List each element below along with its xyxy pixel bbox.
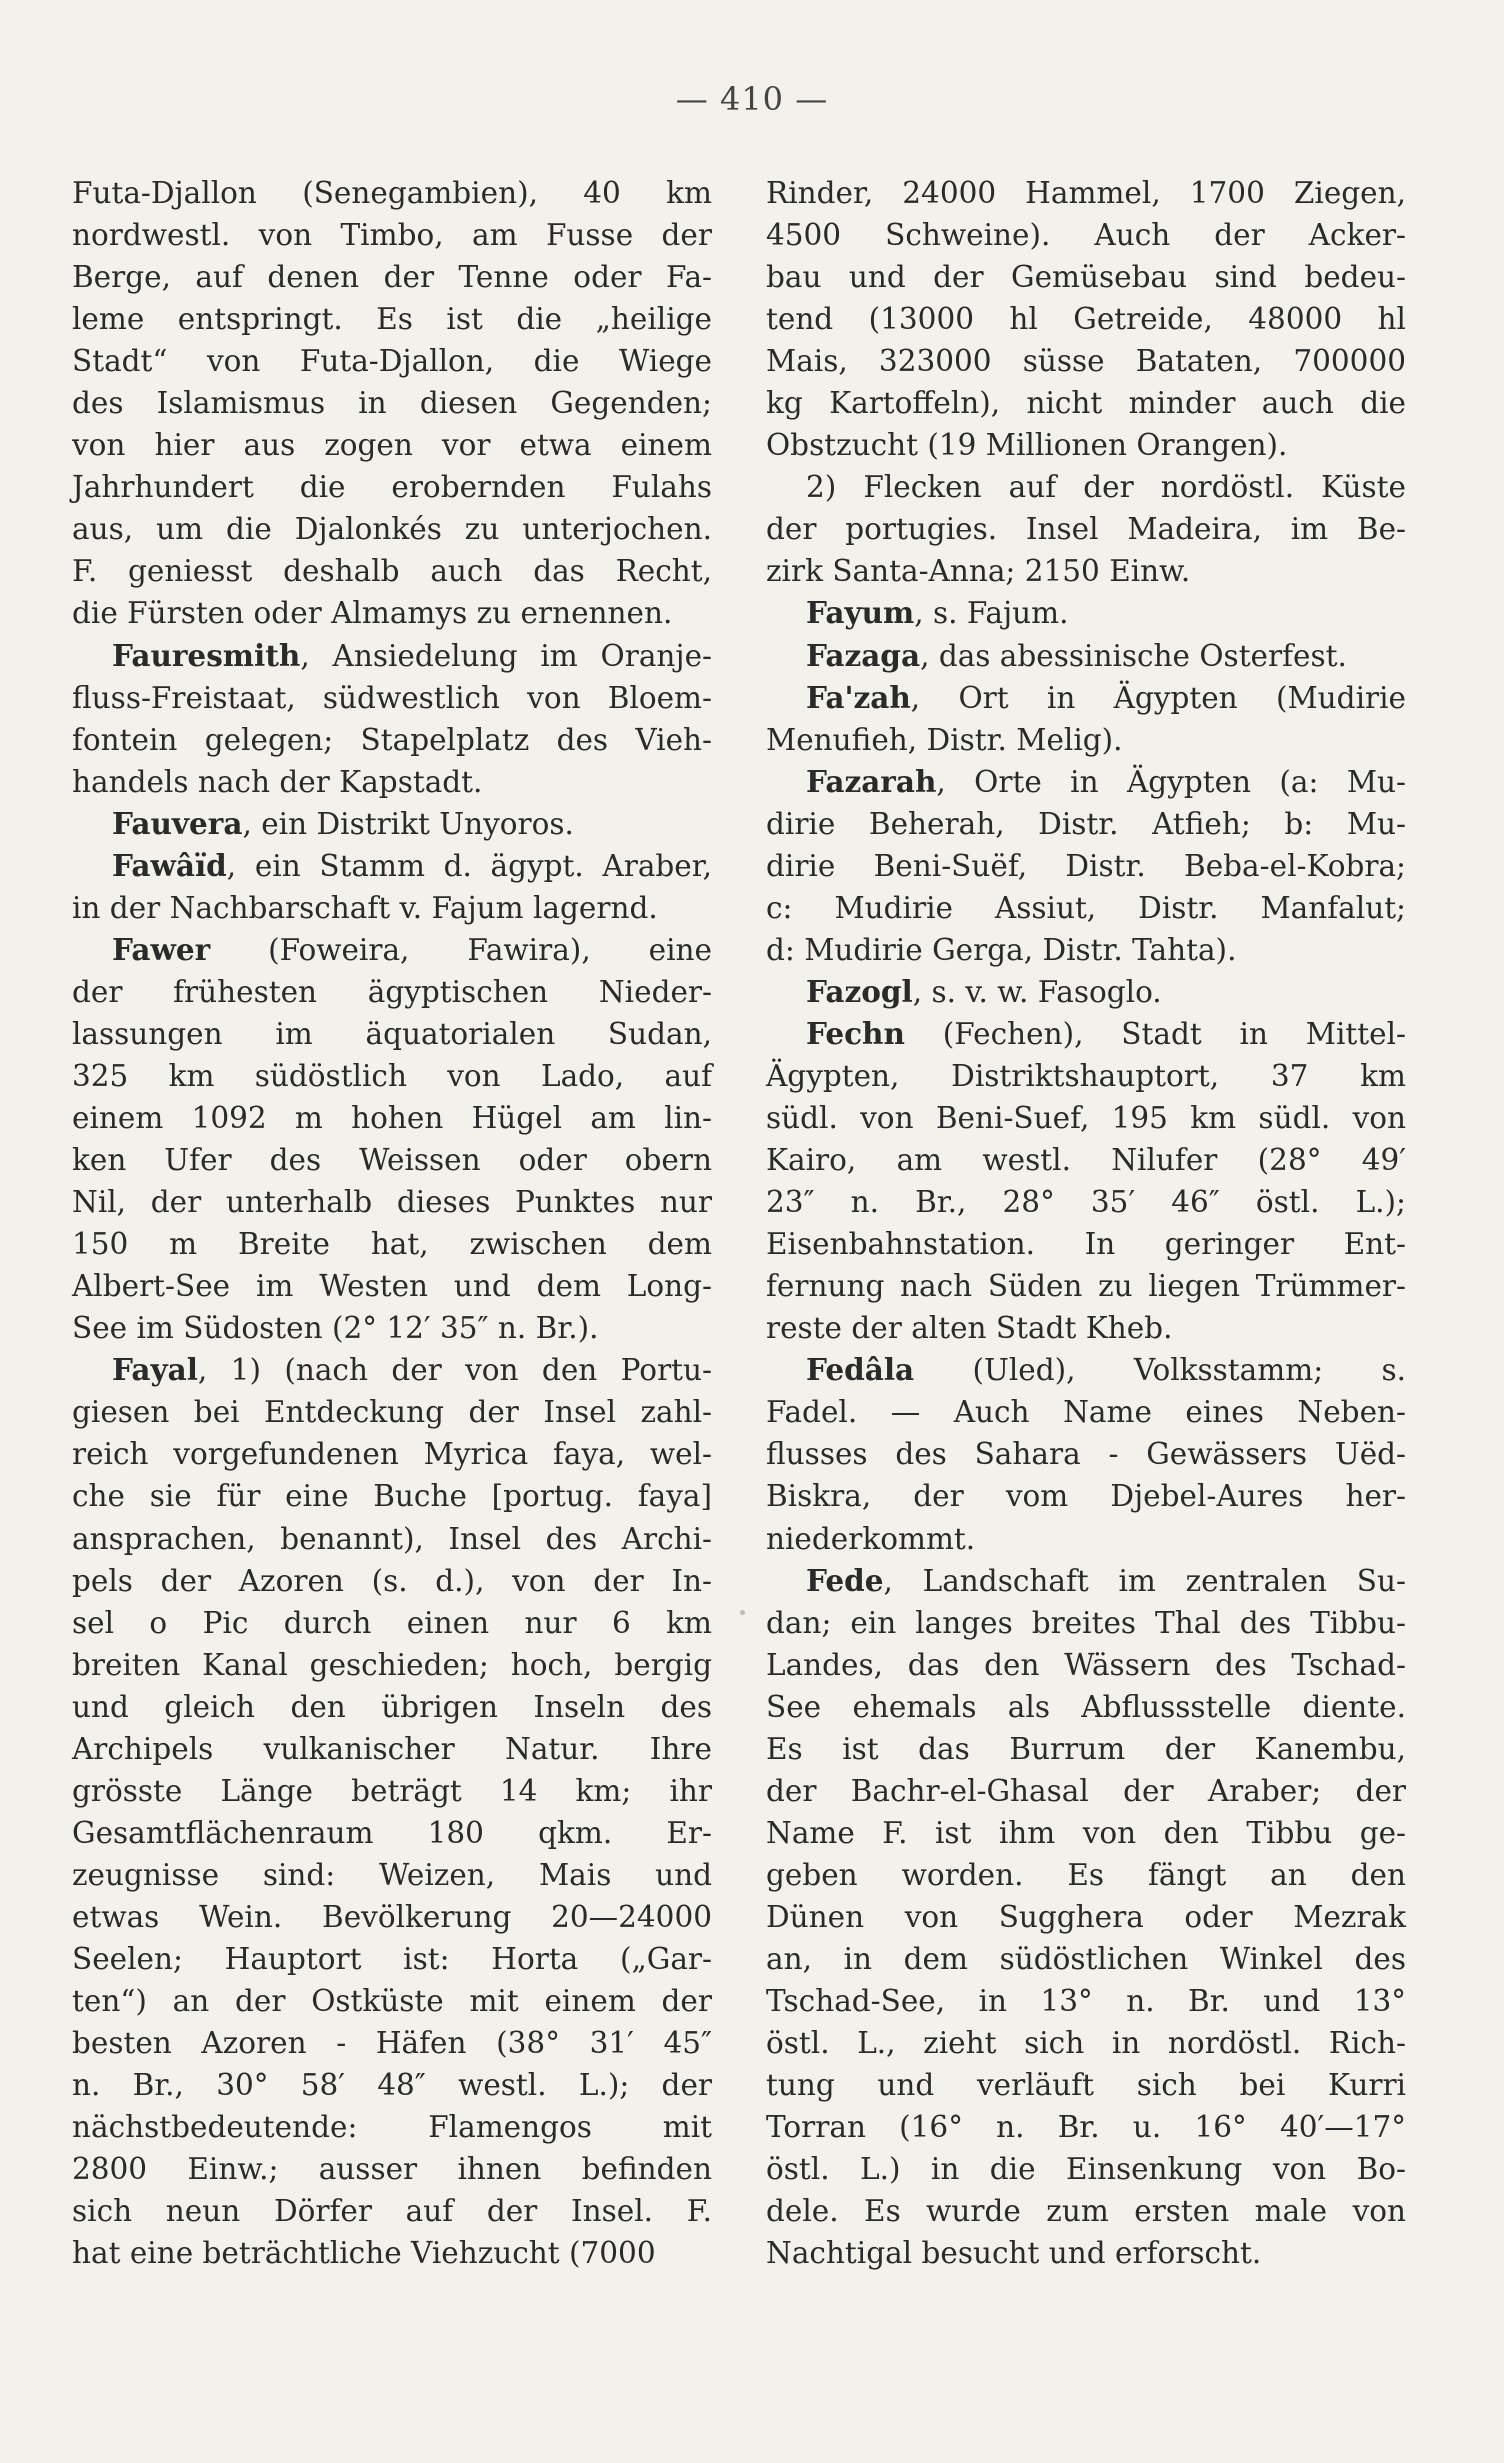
text-line — [766, 1223, 1406, 1265]
entry-headword: Fayum — [806, 595, 915, 631]
text-line — [72, 1602, 712, 1644]
line-text: dele. Es wurde zum ersten male von — [766, 2194, 1406, 2229]
text-line — [72, 1938, 712, 1980]
line-text: (Uled), Volksstamm; s. — [914, 1353, 1406, 1388]
line-text: dan; ein langes breites Thal des Tibbu- — [766, 1605, 1406, 1640]
line-text: Ägypten, Distriktshauptort, 37 km — [766, 1058, 1406, 1093]
line-text: bau und der Gemüsebau sind bedeu- — [766, 260, 1406, 295]
entry-headword: Fauresmith — [112, 637, 301, 673]
line-text: reste der alten Stadt Kheb. — [766, 1311, 1173, 1346]
text-line — [766, 2064, 1406, 2106]
text-line — [766, 1013, 1406, 1055]
line-text: Es ist das Burrum der Kanembu, — [766, 1731, 1406, 1766]
text-line — [766, 761, 1406, 803]
text-line — [72, 887, 712, 929]
line-text: (Fechen), Stadt in Mittel- — [904, 1016, 1406, 1051]
text-line — [72, 340, 712, 382]
line-text: an, in dem südöstlichen Winkel des — [766, 1941, 1406, 1976]
text-line — [766, 1349, 1406, 1391]
text-line — [766, 2022, 1406, 2064]
line-text: sich neun Dörfer auf der Insel. F. — [72, 2194, 712, 2229]
text-line — [766, 508, 1406, 550]
text-line — [72, 172, 712, 214]
line-text: der Bachr-el-Ghasal der Araber; der — [766, 1773, 1406, 1808]
text-line — [72, 1896, 712, 1938]
text-line — [766, 677, 1406, 719]
line-text: einem 1092 m hohen Hügel am lin- — [72, 1101, 712, 1136]
line-text: Eisenbahnstation. In geringer Ent- — [766, 1227, 1406, 1262]
text-line — [766, 382, 1406, 424]
text-line — [72, 382, 712, 424]
text-line — [766, 1055, 1406, 1097]
line-text: pels der Azoren (s. d.), von der In- — [72, 1563, 712, 1598]
text-line — [72, 1728, 712, 1770]
text-line — [72, 929, 712, 971]
line-text: Torran (16° n. Br. u. 16° 40′—17° — [766, 2110, 1406, 2145]
line-text: grösste Länge beträgt 14 km; ihr — [72, 1773, 712, 1808]
text-line — [766, 592, 1406, 634]
line-text: dirie Beherah, Distr. Atfieh; b: Mu- — [766, 806, 1406, 841]
line-text: See ehemals als Abflussstelle diente. — [766, 1689, 1406, 1724]
entry-headword: Fayal — [112, 1352, 198, 1388]
text-line — [766, 971, 1406, 1013]
line-text: n. Br., 30° 58′ 48″ westl. L.); der — [72, 2068, 712, 2103]
line-text: , Orte in Ägypten (a: Mu- — [936, 764, 1406, 799]
line-text: zirk Santa-Anna; 2150 Einw. — [766, 554, 1191, 589]
text-line — [72, 2190, 712, 2232]
entry-headword: Fazogl — [806, 973, 913, 1009]
text-line — [72, 592, 712, 634]
text-line — [766, 1896, 1406, 1938]
text-line — [72, 550, 712, 592]
line-text: östl. L., zieht sich in nordöstl. Rich- — [766, 2026, 1406, 2061]
text-line — [72, 2106, 712, 2148]
line-text: , ein Stamm d. ägypt. Araber, — [226, 848, 712, 883]
left-column — [72, 172, 712, 2274]
text-line — [72, 803, 712, 845]
right-column — [766, 172, 1406, 2274]
line-text: d: Mudirie Gerga, Distr. Tahta). — [766, 932, 1237, 967]
text-line — [72, 2022, 712, 2064]
entry-headword: Fa'zah — [806, 679, 911, 715]
text-line — [766, 1938, 1406, 1980]
line-text: flusses des Sahara - Gewässers Uëd- — [766, 1437, 1406, 1472]
line-text: aus, um die Djalonkés zu unterjochen. — [72, 512, 712, 547]
text-line — [72, 971, 712, 1013]
text-line — [72, 719, 712, 761]
text-line — [766, 1644, 1406, 1686]
text-line — [766, 1181, 1406, 1223]
text-line — [766, 1265, 1406, 1307]
text-line — [72, 2148, 712, 2190]
text-line — [72, 1475, 712, 1517]
line-text: Albert-See im Westen und dem Long- — [72, 1269, 712, 1304]
text-line — [72, 1980, 712, 2022]
entry-headword: Fedâla — [806, 1352, 915, 1388]
line-text: giesen bei Entdeckung der Insel zahl- — [72, 1395, 712, 1430]
line-text: Fadel. — Auch Name eines Neben- — [766, 1395, 1406, 1430]
line-text: (Foweira, Fawira), eine — [210, 932, 712, 967]
line-text: und gleich den übrigen Inseln des — [72, 1689, 712, 1724]
entry-headword: Fazaga — [806, 637, 921, 673]
line-text: Landes, das den Wässern des Tschad- — [766, 1647, 1406, 1682]
line-text: Stadt“ von Futa-Djallon, die Wiege — [72, 344, 712, 379]
line-text: Nil, der unterhalb dieses Punktes nur — [72, 1185, 712, 1220]
text-line — [72, 845, 712, 887]
line-text: Mais, 323000 süsse Bataten, 700000 — [766, 344, 1406, 379]
line-text: che sie für eine Buche [portug. faya] — [72, 1479, 712, 1514]
line-text: Nachtigal besucht und erforscht. — [766, 2236, 1262, 2271]
line-text: See im Südosten (2° 12′ 35″ n. Br.). — [72, 1311, 599, 1346]
text-line — [766, 635, 1406, 677]
text-line — [766, 298, 1406, 340]
line-text: 4500 Schweine). Auch der Acker- — [766, 218, 1406, 253]
text-line — [72, 1013, 712, 1055]
text-line — [766, 172, 1406, 214]
text-line — [72, 2232, 712, 2274]
text-line — [766, 424, 1406, 466]
line-text: geben worden. Es fängt an den — [766, 1857, 1406, 1892]
text-line — [72, 2064, 712, 2106]
line-text: Name F. ist ihm von den Tibbu ge- — [766, 1815, 1406, 1850]
text-line — [766, 1518, 1406, 1560]
text-line — [766, 1728, 1406, 1770]
text-line — [766, 2190, 1406, 2232]
line-text: lassungen im äquatorialen Sudan, — [72, 1016, 712, 1051]
text-line — [72, 424, 712, 466]
text-line — [72, 508, 712, 550]
line-text: , s. v. w. Fasoglo. — [912, 974, 1162, 1009]
text-line — [766, 1433, 1406, 1475]
line-text: Biskra, der vom Djebel-Aures her- — [766, 1479, 1406, 1514]
text-line — [766, 1560, 1406, 1602]
margin-dot — [740, 1610, 745, 1615]
text-line — [766, 1097, 1406, 1139]
text-line — [766, 1307, 1406, 1349]
line-text: kg Kartoffeln), nicht minder auch die — [766, 386, 1406, 421]
line-text: sel o Pic durch einen nur 6 km — [72, 1605, 712, 1640]
text-line — [766, 1602, 1406, 1644]
text-line — [766, 1854, 1406, 1896]
line-text: Obstzucht (19 Millionen Orangen). — [766, 428, 1288, 463]
text-line — [72, 214, 712, 256]
text-line — [72, 1560, 712, 1602]
text-line — [72, 1686, 712, 1728]
line-text: Archipels vulkanischer Natur. Ihre — [72, 1731, 712, 1766]
line-text: fluss-Freistaat, südwestlich von Bloem- — [72, 680, 712, 715]
entry-headword: Fechn — [806, 1015, 905, 1051]
text-line — [766, 1812, 1406, 1854]
line-text: zeugnisse sind: Weizen, Mais und — [72, 1857, 712, 1892]
text-line — [72, 1518, 712, 1560]
page-number: — 410 — — [675, 80, 829, 118]
line-text: , Ansiedelung im Oranje- — [300, 638, 712, 673]
text-line — [766, 550, 1406, 592]
line-text: der portugies. Insel Madeira, im Be- — [766, 512, 1406, 547]
text-line — [766, 929, 1406, 971]
text-line — [72, 1433, 712, 1475]
text-line — [766, 719, 1406, 761]
text-line — [72, 1139, 712, 1181]
text-line — [72, 635, 712, 677]
line-text: südl. von Beni-Suef, 195 km südl. von — [766, 1101, 1406, 1136]
line-text: dirie Beni-Suëf, Distr. Beba-el-Kobra; — [766, 848, 1406, 883]
text-line — [72, 1854, 712, 1896]
text-line — [72, 1770, 712, 1812]
line-text: Kairo, am westl. Nilufer (28° 49′ — [766, 1143, 1406, 1178]
line-text: ansprachen, benannt), Insel des Archi- — [72, 1521, 712, 1556]
text-line — [72, 1391, 712, 1433]
line-text: nordwestl. von Timbo, am Fusse der — [72, 218, 712, 253]
line-text: handels nach der Kapstadt. — [72, 764, 483, 799]
text-line — [72, 1349, 712, 1391]
text-line — [72, 677, 712, 719]
text-line — [72, 1055, 712, 1097]
text-line — [766, 2232, 1406, 2274]
line-text: , das abessinische Osterfest. — [920, 638, 1347, 673]
text-line — [766, 2148, 1406, 2190]
line-text: besten Azoren - Häfen (38° 31′ 45″ — [72, 2026, 712, 2061]
text-line — [766, 1770, 1406, 1812]
text-line — [766, 845, 1406, 887]
text-line — [766, 340, 1406, 382]
line-text: c: Mudirie Assiut, Distr. Manfalut; — [766, 890, 1406, 925]
line-text: niederkommt. — [766, 1521, 976, 1556]
text-line — [766, 466, 1406, 508]
line-text: ten“) an der Ostküste mit einem der — [72, 1984, 712, 2019]
line-text: , 1) (nach der von den Portu- — [197, 1353, 712, 1388]
line-text: ken Ufer des Weissen oder obern — [72, 1143, 712, 1178]
line-text: F. geniesst deshalb auch das Recht, — [72, 554, 712, 589]
text-line — [72, 1307, 712, 1349]
line-text: Dünen von Sugghera oder Mezrak — [766, 1899, 1406, 1934]
line-text: die Fürsten oder Almamys zu ernennen. — [72, 596, 673, 631]
line-text: fernung nach Süden zu liegen Trümmer- — [766, 1269, 1406, 1304]
text-line — [766, 1391, 1406, 1433]
text-line — [766, 803, 1406, 845]
line-text: östl. L.) in die Einsenkung von Bo- — [766, 2152, 1406, 2187]
line-text: tend (13000 hl Getreide, 48000 hl — [766, 302, 1406, 337]
line-text: , ein Distrikt Unyoros. — [242, 806, 574, 841]
text-line — [72, 1181, 712, 1223]
line-text: 23″ n. Br., 28° 35′ 46″ östl. L.); — [766, 1185, 1406, 1220]
text-line — [766, 1475, 1406, 1517]
text-line — [72, 1265, 712, 1307]
text-line — [766, 1980, 1406, 2022]
line-text: in der Nachbarschaft v. Fajum lagernd. — [72, 890, 658, 925]
line-text: Futa-Djallon (Senegambien), 40 km — [72, 176, 712, 210]
line-text: Jahrhundert die erobernden Fulahs — [72, 470, 712, 505]
text-line — [72, 1223, 712, 1265]
entry-headword: Fazarah — [806, 763, 937, 799]
line-text: Seelen; Hauptort ist: Horta („Gar- — [72, 1941, 712, 1976]
text-line — [766, 887, 1406, 929]
text-line — [766, 256, 1406, 298]
line-text: , Ort in Ägypten (Mudirie — [910, 680, 1406, 715]
line-text: , s. Fajum. — [914, 596, 1069, 631]
line-text: Tschad-See, in 13° n. Br. und 13° — [766, 1984, 1406, 2019]
line-text: Rinder, 24000 Hammel, 1700 Ziegen, — [766, 176, 1406, 210]
entry-headword: Fawâïd — [112, 847, 227, 883]
line-text: Berge, auf denen der Tenne oder Fa- — [72, 260, 712, 295]
line-text: leme entspringt. Es ist die „heilige — [72, 302, 712, 337]
text-line — [72, 466, 712, 508]
entry-headword: Fawer — [112, 931, 211, 967]
line-text: etwas Wein. Bevölkerung 20—24000 — [72, 1899, 712, 1934]
line-text: hat eine beträchtliche Viehzucht (7000 — [72, 2236, 656, 2271]
line-text: der frühesten ägyptischen Nieder- — [72, 974, 712, 1009]
line-text: 325 km südöstlich von Lado, auf — [72, 1058, 712, 1093]
line-text: Menufieh, Distr. Melig). — [766, 722, 1123, 757]
text-line — [766, 214, 1406, 256]
line-text: 2) Flecken auf der nordöstl. Küste — [806, 470, 1406, 505]
line-text: breiten Kanal geschieden; hoch, bergig — [72, 1647, 712, 1682]
text-line — [766, 2106, 1406, 2148]
text-line — [72, 761, 712, 803]
line-text: fontein gelegen; Stapelplatz des Vieh- — [72, 722, 712, 757]
line-text: 2800 Einw.; ausser ihnen befinden — [72, 2152, 712, 2187]
line-text: Gesamtflächenraum 180 qkm. Er- — [72, 1815, 712, 1850]
text-line — [72, 1097, 712, 1139]
text-line — [72, 1644, 712, 1686]
line-text: von hier aus zogen vor etwa einem — [72, 428, 712, 463]
line-text: nächstbedeutende: Flamengos mit — [72, 2110, 712, 2145]
text-line — [766, 1686, 1406, 1728]
text-line — [72, 256, 712, 298]
entry-headword: Fauvera — [112, 805, 243, 841]
line-text: 150 m Breite hat, zwischen dem — [72, 1227, 712, 1262]
text-line — [72, 298, 712, 340]
line-text: , Landschaft im zentralen Su- — [883, 1563, 1406, 1598]
line-text: reich vorgefundenen Myrica faya, wel- — [72, 1437, 712, 1472]
line-text: tung und verläuft sich bei Kurri — [766, 2068, 1406, 2103]
text-line — [766, 1139, 1406, 1181]
entry-headword: Fede — [806, 1562, 884, 1598]
text-line — [72, 1812, 712, 1854]
line-text: des Islamismus in diesen Gegenden; — [72, 386, 712, 421]
